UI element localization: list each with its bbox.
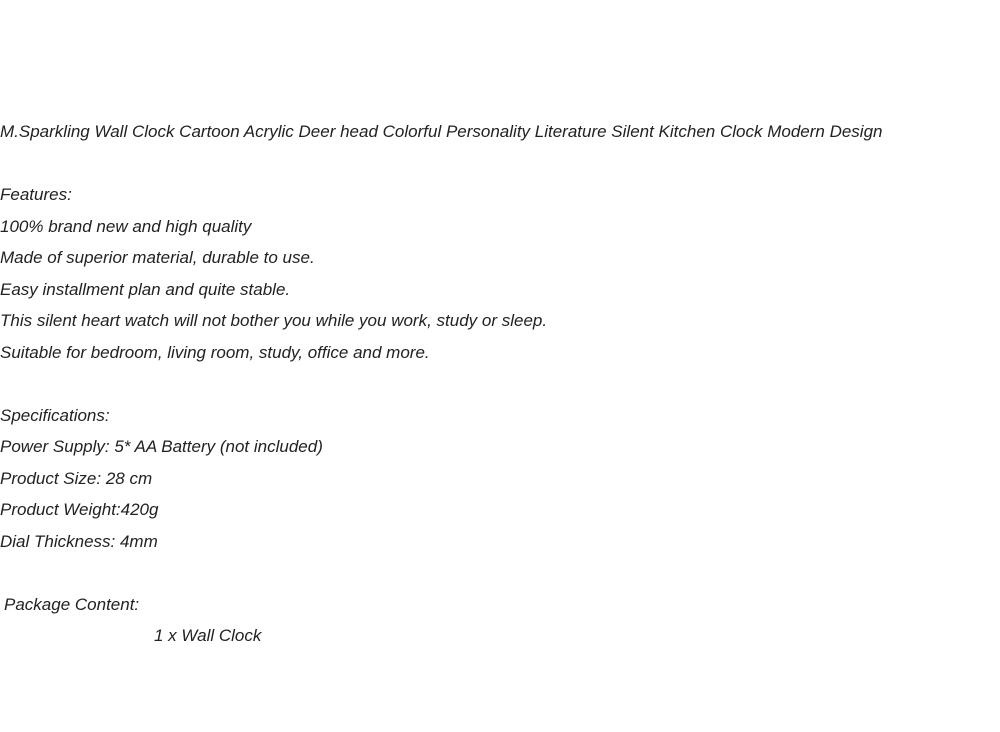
spacer	[0, 152, 1000, 184]
feature-item: Suitable for bedroom, living room, study, office and more.	[0, 342, 430, 362]
package-heading: Package Content:	[4, 594, 140, 614]
product-description	[0, 120, 1000, 656]
feature-item: Easy installment plan and quite stable.	[0, 279, 291, 299]
features-section	[0, 183, 1000, 372]
specifications-section	[0, 404, 1000, 562]
feature-item: 100% brand new and high quality	[0, 216, 252, 236]
specification-item: Dial Thickness: 4mm	[0, 531, 158, 551]
specification-item: Power Supply: 5* AA Battery (not included)	[0, 437, 323, 456]
specifications-heading: Specifications:	[0, 405, 110, 425]
specification-item: Product Size: 28 cm	[0, 468, 153, 488]
specification-item: Product Weight:420g	[0, 500, 159, 519]
spacer	[0, 561, 1000, 593]
spacer	[0, 372, 1000, 404]
feature-item: This silent heart watch will not bother you while you work, study or sleep.	[0, 311, 548, 330]
features-heading: Features:	[0, 185, 72, 204]
feature-item: Made of superior material, durable to use.	[0, 248, 315, 267]
package-section	[0, 593, 1000, 656]
product-title: M.Sparkling Wall Clock Cartoon Acrylic Deer head Colorful Personality Literature Silent Kitchen Clock Modern Design	[0, 122, 883, 141]
package-item: 1 x Wall Clock	[154, 626, 262, 645]
